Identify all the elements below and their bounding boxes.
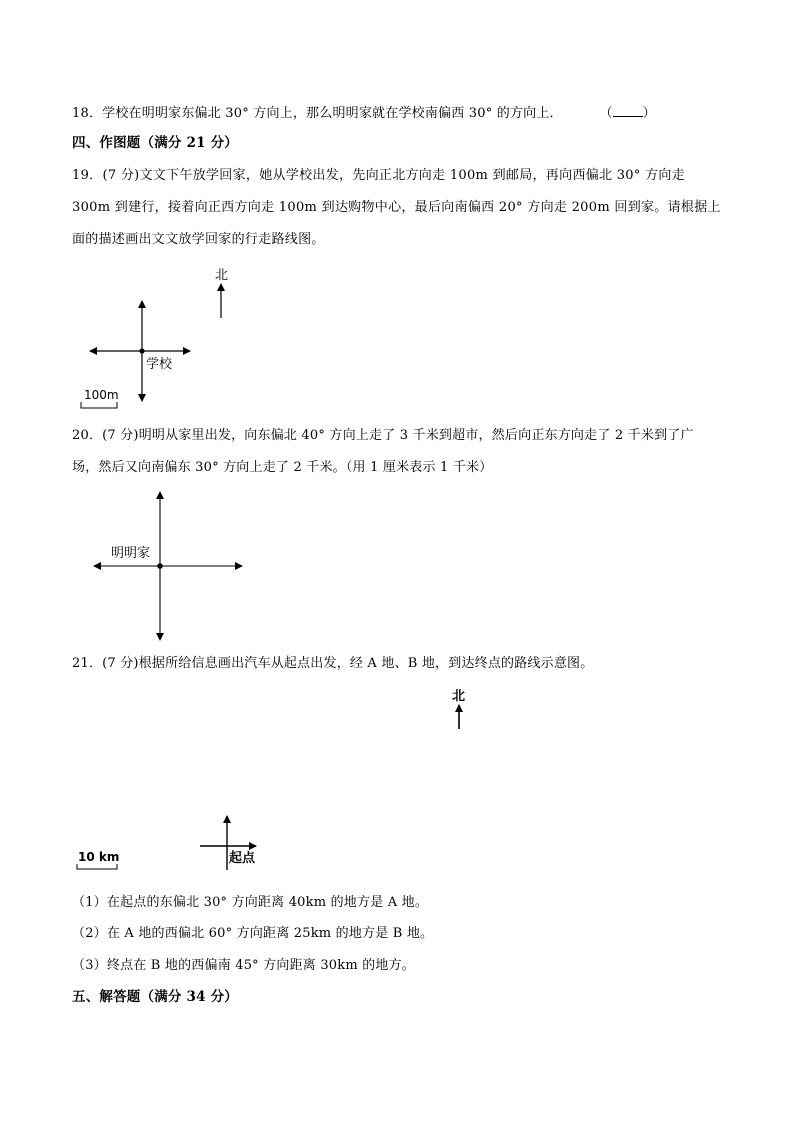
q21-figure <box>77 689 465 870</box>
q21-origin-axes <box>200 816 256 870</box>
q21-condition-1: （1）在起点的东偏北 30° 方向距离 40km 的地方是 A 地。 <box>72 895 429 910</box>
school-point <box>139 348 144 353</box>
scale-bar-icon <box>77 864 117 869</box>
section-4-title: 四、作图题（满分 21 分） <box>72 135 238 151</box>
q19-crosshair <box>90 301 190 401</box>
q21-condition-2: （2）在 A 地的西偏北 60° 方向距离 25km 的地方是 B 地。 <box>72 926 434 941</box>
q21-north-label: 北 <box>452 689 466 704</box>
q21-north-indicator <box>452 689 465 729</box>
question-19-text: 19．(7 分)文文下午放学回家，她从学校出发，先向正北方向走 100m 到邮局，再向西偏北 30° 方向走 300m 到建行，接着向正西方向走 100m 到达购物中心，最后向南偏西 20° 方向走 200m 回到家。请根据上面的描述画出文文放学回家的行走路线图。 <box>72 168 721 247</box>
school-label: 学校 <box>146 357 173 372</box>
q21-condition-3: （3）终点在 B 地的西偏南 45° 方向距离 30km 的地方。 <box>72 958 416 973</box>
q19-scale-label: 100m <box>84 388 119 402</box>
q19-north-label: 北 <box>215 268 229 283</box>
answer-bracket-open: （ <box>599 106 613 121</box>
q20-figure <box>94 492 242 640</box>
question-20-line-1: 20．(7 分)明明从家里出发，向东偏北 40° 方向上走了 3 千米到超市，然后向正东方向走了 2 千米到了广 <box>72 428 694 443</box>
q19-figure <box>81 268 228 408</box>
answer-bracket-close: ） <box>642 106 656 121</box>
q19-north-indicator <box>215 268 228 318</box>
section-5-title: 五、解答题（满分 34 分） <box>72 989 238 1005</box>
question-21-text: 21．(7 分)根据所给信息画出汽车从起点出发，经 A 地、B 地，到达终点的路线示意图。 <box>72 656 594 671</box>
home-label: 明明家 <box>111 546 151 561</box>
start-label: 起点 <box>229 851 256 866</box>
question-20-line-2: 场，然后又向南偏东 30° 方向上走了 2 千米。（用 1 厘米表示 1 千米） <box>72 460 493 475</box>
q21-scale-label: 10 km <box>78 850 120 864</box>
question-18-text: 18．学校在明明家东偏北 30° 方向上，那么明明家就在学校南偏西 30° 的方向上． <box>72 106 563 121</box>
home-point <box>157 563 163 569</box>
q19-scale-bar <box>81 388 119 408</box>
scale-bar-icon <box>81 402 117 408</box>
q21-scale-bar <box>77 850 119 869</box>
